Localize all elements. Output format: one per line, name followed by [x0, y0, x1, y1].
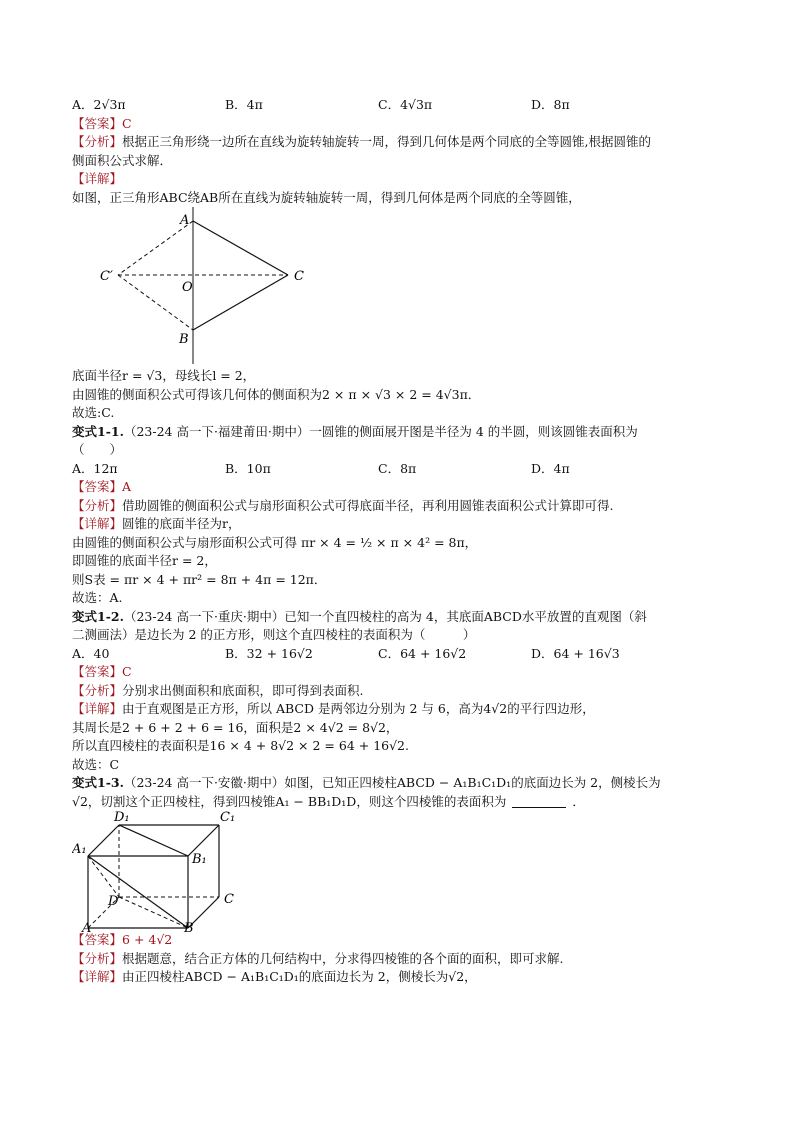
question-text: （23-24 高一下·安徽·期中）如图，已知正四棱柱ABCD − A₁B₁C₁D₁的底面边长为 2，侧棱长为 — [123, 775, 661, 790]
label-b1: B₁ — [192, 852, 207, 867]
option-row — [72, 460, 732, 479]
label-o: O — [182, 280, 193, 295]
label-c-prime: C′ — [100, 269, 113, 284]
analysis-line — [72, 682, 732, 701]
analysis-text: 根据正三角形绕一边所在直线为旋转轴旋转一周，得到几何体是两个同底的全等圆锥,根据圆锥的 — [122, 134, 651, 149]
detail-line: 其周长是2 + 6 + 2 + 6 = 16，面积是2 × 4√2 = 8√2， — [72, 719, 399, 735]
answer-line — [72, 663, 732, 682]
answer-line — [72, 115, 732, 134]
rotation-figure — [72, 207, 732, 367]
answer-value: C — [122, 664, 132, 679]
detail-text: 由于直观图是正方形，所以 ABCD 是两邻边分别为 2 与 6，高为4√2的平行四边形， — [122, 701, 595, 716]
option-row — [72, 645, 732, 664]
analysis-text: 根据题意，结合正方体的几何结构中，分求得四棱锥的各个面的面积，即可求解. — [122, 950, 564, 966]
question-end: ． — [572, 793, 585, 809]
analysis-line — [72, 133, 732, 152]
answer-value: 6 + 4√2 — [122, 932, 173, 947]
detail-tag: 【详解】 — [72, 969, 123, 984]
option-a: A．12π — [72, 460, 118, 476]
question-title — [72, 608, 732, 627]
choose-line: 故选：C — [72, 756, 120, 772]
detail-text: 由正四棱柱ABCD − A₁B₁C₁D₁的底面边长为 2，侧棱长为√2， — [122, 969, 477, 984]
analysis-tag: 【分析】 — [72, 950, 123, 966]
analysis-tag: 【分析】 — [72, 497, 123, 513]
choose-line: 故选：A. — [72, 590, 123, 605]
question-text: （23-24 高一下·福建莆田·期中）一圆锥的侧面展开图是半径为 4 的半圆，则该圆锥表面积为 — [123, 423, 638, 439]
answer-value: A — [122, 479, 132, 494]
question-text: （23-24 高一下·重庆·期中）已知一个直四棱柱的高为 4，其底面ABCD水平放置的直观图（斜 — [123, 608, 647, 624]
question-title — [72, 774, 732, 793]
label-c: C — [224, 892, 234, 907]
question-title-2 — [72, 793, 732, 812]
document-page — [72, 96, 732, 987]
option-c: C．64 + 16√2 — [378, 645, 467, 661]
answer-tag: 【答案】 — [72, 115, 123, 131]
question-number: 变式1-3. — [72, 775, 124, 790]
analysis-line — [72, 497, 732, 516]
option-b: B．4π — [225, 97, 263, 112]
detail-tag: 【详解】 — [72, 516, 123, 531]
option-d: D．8π — [531, 97, 570, 112]
choose-line: 故选:C. — [72, 405, 115, 420]
option-c: C．4√3π — [378, 97, 433, 112]
detail-tag: 【详解】 — [72, 171, 123, 186]
detail-line: 则S表 = πr × 4 + πr² = 8π + 4π = 12π． — [72, 571, 327, 587]
label-b: B — [179, 332, 189, 347]
question-number: 变式1-2. — [72, 608, 124, 624]
answer-tag: 【答案】 — [72, 932, 123, 947]
option-b: B．10π — [225, 460, 271, 476]
option-d: D．64 + 16√3 — [531, 645, 620, 661]
option-row — [72, 96, 732, 115]
label-b: B — [184, 921, 194, 933]
analysis-line-2: 侧面积公式求解． — [72, 152, 173, 168]
label-a: A — [180, 213, 190, 228]
detail-line — [72, 700, 732, 719]
analysis-text: 借助圆锥的侧面积公式与扇形面积公式可得底面半径，再利用圆锥表面积公式计算即可得. — [122, 497, 614, 513]
detail-line: 如图，正三角形ABC绕AB所在直线为旋转轴旋转一周，得到几何体是两个同底的全等圆锥， — [72, 189, 581, 205]
question-title-2: 二测画法）是边长为 2 的正方形，则这个直四棱柱的表面积为（ ） — [72, 627, 476, 642]
answer-line — [72, 478, 732, 497]
detail-tag-line — [72, 170, 732, 189]
question-text-2: √2，切割这个正四棱柱，得到四棱锥A₁ − BB₁D₁D，则这个四棱锥的表面积为 — [72, 793, 507, 809]
prism-figure — [72, 811, 732, 931]
detail-line: 即圆锥的底面半径r = 2， — [72, 553, 217, 568]
answer-value: C — [122, 115, 132, 131]
edge-cb — [193, 275, 288, 330]
edge-ac — [193, 221, 288, 275]
analysis-text: 分别求出侧面积和底面积，即可得到表面积. — [122, 682, 364, 698]
option-b: B．32 + 16√2 — [225, 645, 313, 661]
analysis-line — [72, 950, 732, 969]
detail-line: 由圆锥的侧面积公式可得该几何体的侧面积为2 × π × √3 × 2 = 4√3π． — [72, 386, 481, 402]
option-a: A．2√3π — [72, 97, 126, 112]
detail-line: 所以直四棱柱的表面积是16 × 4 + 8√2 × 2 = 64 + 16√2. — [72, 738, 409, 753]
detail-text: 圆锥的底面半径为r， — [122, 516, 241, 531]
analysis-tag: 【分析】 — [72, 682, 123, 698]
detail-tag: 【详解】 — [72, 701, 123, 716]
question-title-2: （ ） — [72, 442, 123, 457]
option-a: A．40 — [72, 645, 110, 661]
detail-line — [72, 968, 732, 987]
edge-ac-prime — [118, 221, 193, 275]
answer-line — [72, 931, 732, 950]
label-c: C — [294, 269, 304, 284]
answer-tag: 【答案】 — [72, 479, 123, 494]
label-c1: C₁ — [220, 811, 236, 825]
label-a1: A₁ — [72, 842, 87, 857]
option-c: C．8π — [378, 460, 417, 476]
detail-line: 由圆锥的侧面积公式与扇形面积公式可得 πr × 4 = ½ × π × 4² = 8π， — [72, 534, 478, 550]
answer-tag: 【答案】 — [72, 664, 123, 679]
label-d: D — [108, 894, 119, 909]
question-number: 变式1-1. — [72, 423, 124, 439]
question-title — [72, 423, 732, 442]
option-d: D．4π — [531, 460, 570, 476]
label-d1: D₁ — [114, 811, 130, 825]
answer-blank — [512, 807, 566, 808]
analysis-tag: 【分析】 — [72, 134, 123, 149]
detail-line — [72, 515, 732, 534]
detail-line: 底面半径r = √3，母线长l = 2， — [72, 368, 256, 383]
label-a: A — [82, 921, 92, 933]
